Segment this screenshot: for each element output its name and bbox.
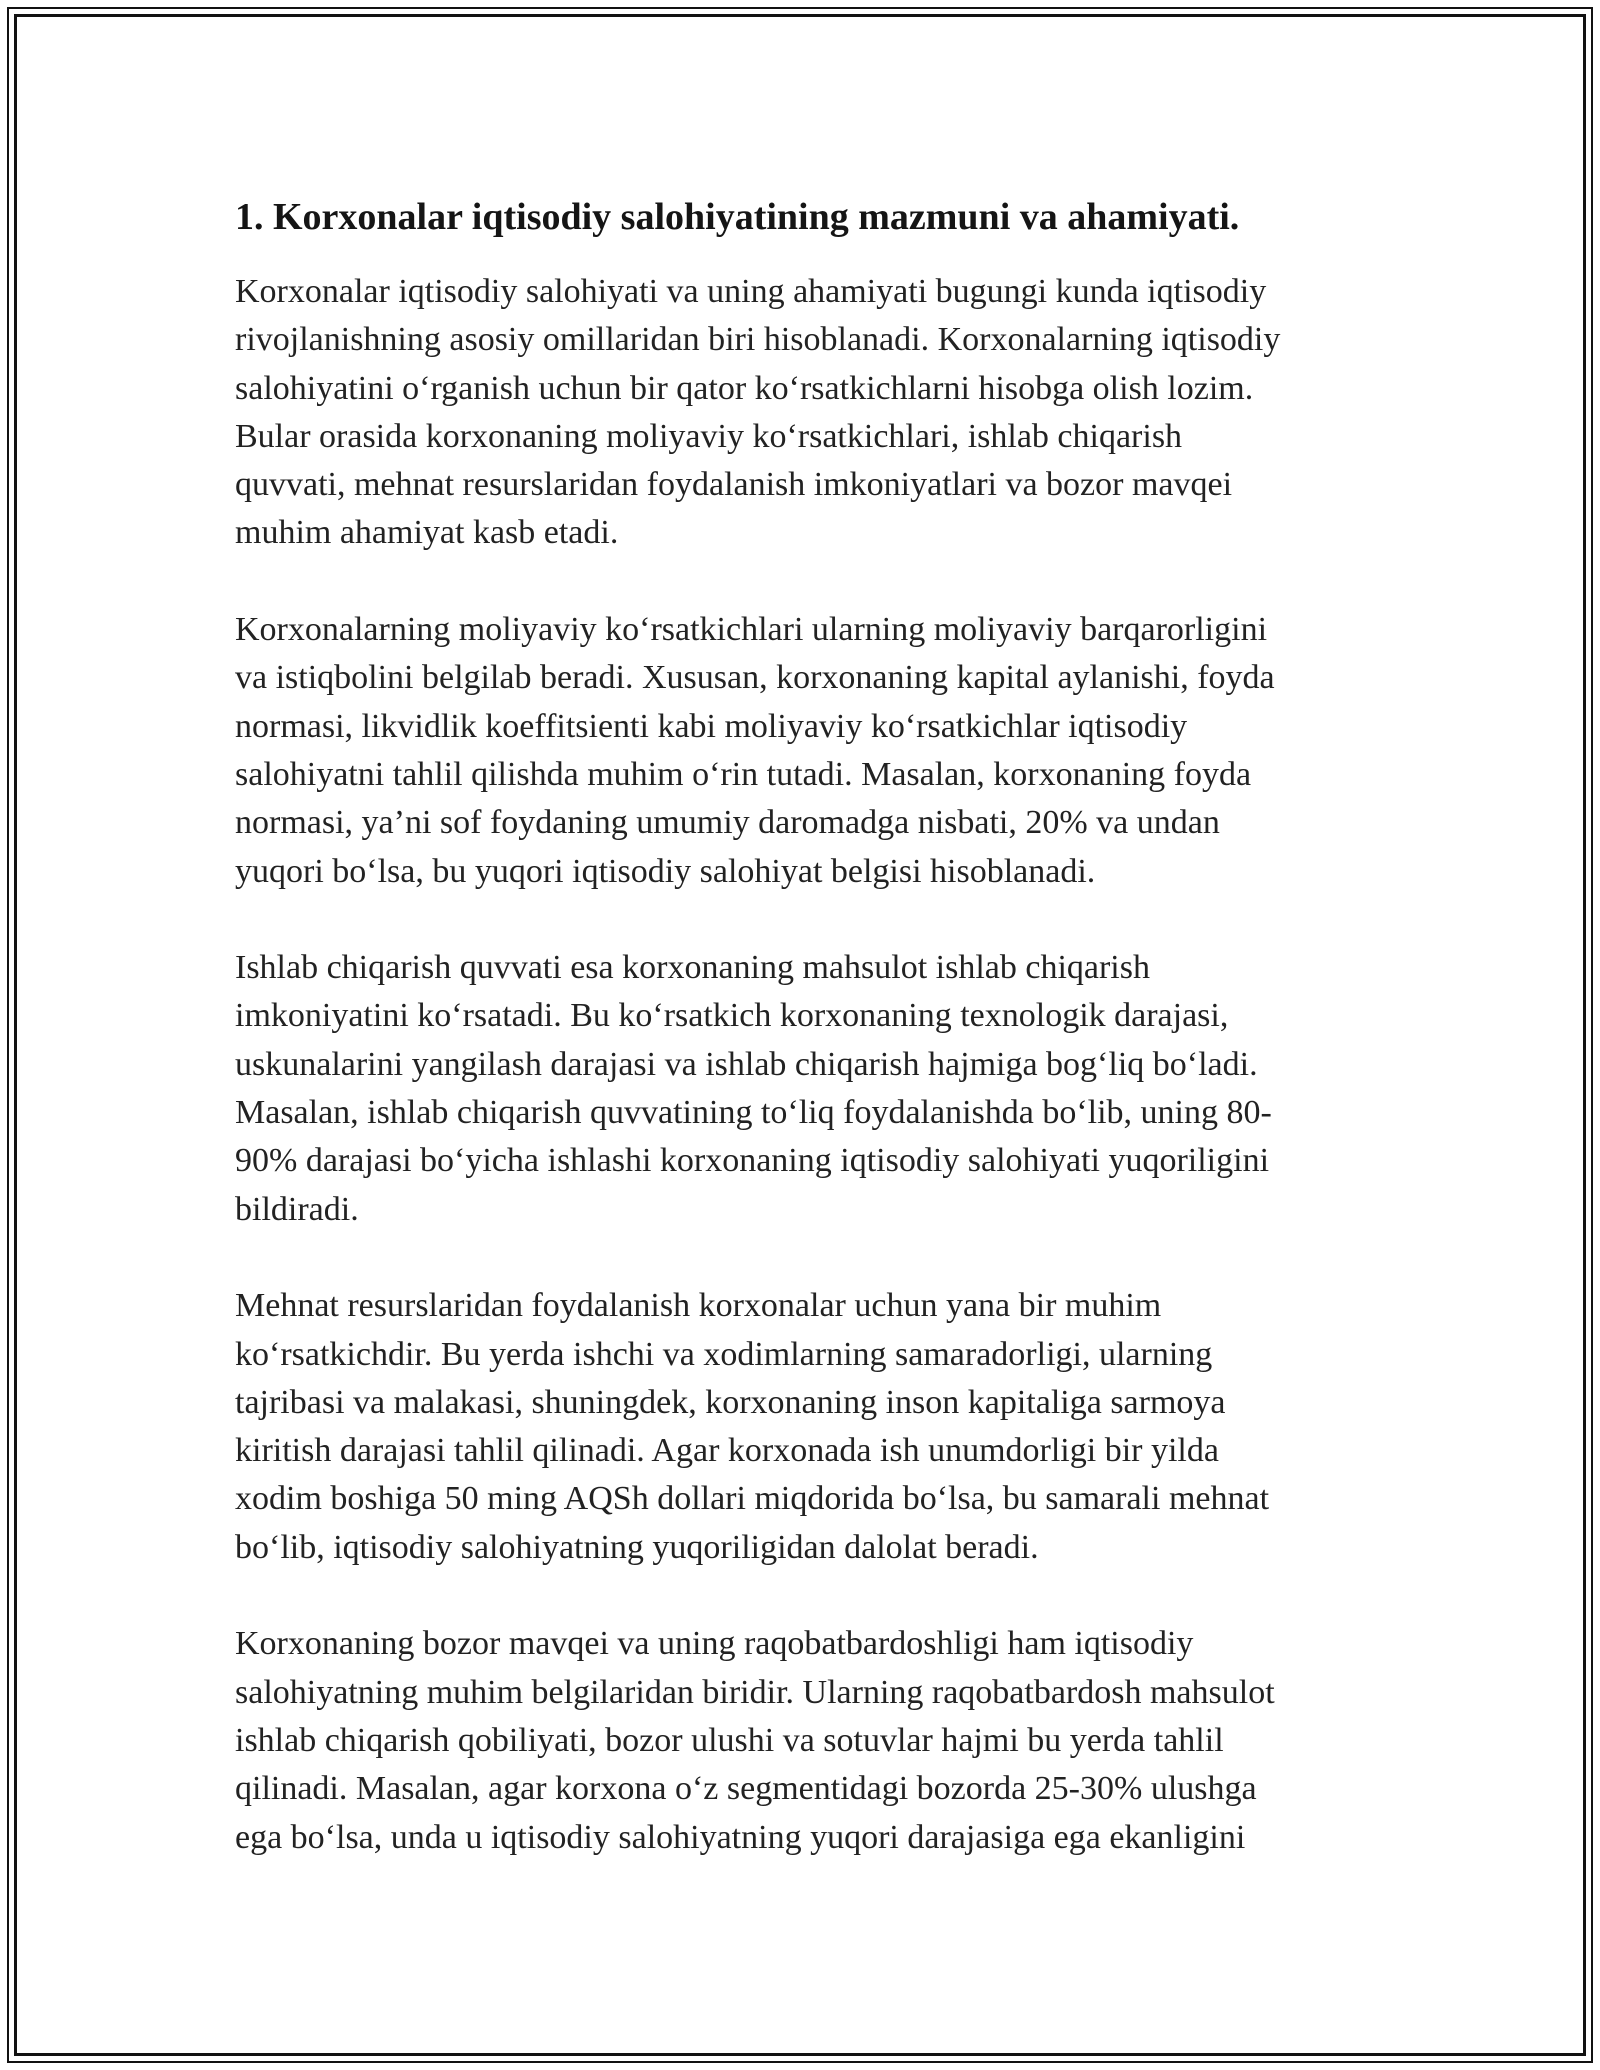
paragraph-production-capacity: Ishlab chiqarish quvvati esa korxonaning mahsulot ishlab chiqarish imkoniyatini ko‘rsatadi. Bu ko‘rsatkich korxonaning texnologik darajasi, uskunalarini yangilash darajasi va ishlab chiqarish hajmiga bog‘liq bo‘ladi. Masalan, ishlab chiqarish quvvatining to‘liq foydalanishda bo‘lib, uning 80- 90% darajasi bo‘yicha ishlashi korxonaning iqtisodiy salohiyati yuqoriligini bildiradi. xyxy=(235,949,1272,1228)
section-title: 1. Korxonalar iqtisodiy salohiyatining mazmuni va ahamiyati. xyxy=(235,196,1240,238)
paragraph-intro: Korxonalar iqtisodiy salohiyati va uning ahamiyati bugungi kunda iqtisodiy rivojlanishning asosiy omillaridan biri hisoblanadi. Korxonalarning iqtisodiy salohiyatini o‘rganish uchun bir qator ko‘rsatkichlarni hisobga olish lozim. Bular orasida korxonaning moliyaviy ko‘rsatkichlari, ishlab chiqarish quvvati, mehnat resurslaridan foydalanish imkoniyatlari va bozor mavqei muhim ahamiyat kasb etadi. xyxy=(235,273,1281,552)
paragraph-labor-resources: Mehnat resurslaridan foydalanish korxonalar uchun yana bir muhim ko‘rsatkichdir. Bu yerda ishchi va xodimlarning samaradorligi, ularning tajribasi va malakasi, shuningdek, korxonaning inson kapitaliga sarmoya kiritish darajasi tahlil qilinadi. Agar korxonada ish unumdorligi bir yilda xodim boshiga 50 ming AQSh dollari miqdorida bo‘lsa, bu samarali mehnat bo‘lib, iqtisodiy salohiyatning yuqoriligidan dalolat beradi. xyxy=(235,1287,1270,1566)
document-body xyxy=(235,190,1370,1910)
paragraph-financial-indicators: Korxonalarning moliyaviy ko‘rsatkichlari ularning moliyaviy barqarorligini va istiqbolini belgilab beradi. Xususan, korxonaning kapital aylanishi, foyda normasi, likvidlik koeffitsienti kabi moliyaviy ko‘rsatkichlar iqtisodiy salohiyatni tahlil qilishda muhim o‘rin tutadi. Masalan, korxonaning foyda normasi, ya’ni sof foydaning umumiy daromadga nisbati, 20% va undan yuqori bo‘lsa, bu yuqori iqtisodiy salohiyat belgisi hisoblanadi. xyxy=(235,611,1275,890)
paragraph-market-position: Korxonaning bozor mavqei va uning raqobatbardoshligi ham iqtisodiy salohiyatning muhim belgilaridan biridir. Ularning raqobatbardosh mahsulot ishlab chiqarish qobiliyati, bozor ulushi va sotuvlar hajmi bu yerda tahlil qilinadi. Masalan, agar korxona o‘z segmentidagi bozorda 25-30% ulushga ega bo‘lsa, unda u iqtisodiy salohiyatning yuqori darajasiga ega ekanligini xyxy=(235,1625,1275,1856)
